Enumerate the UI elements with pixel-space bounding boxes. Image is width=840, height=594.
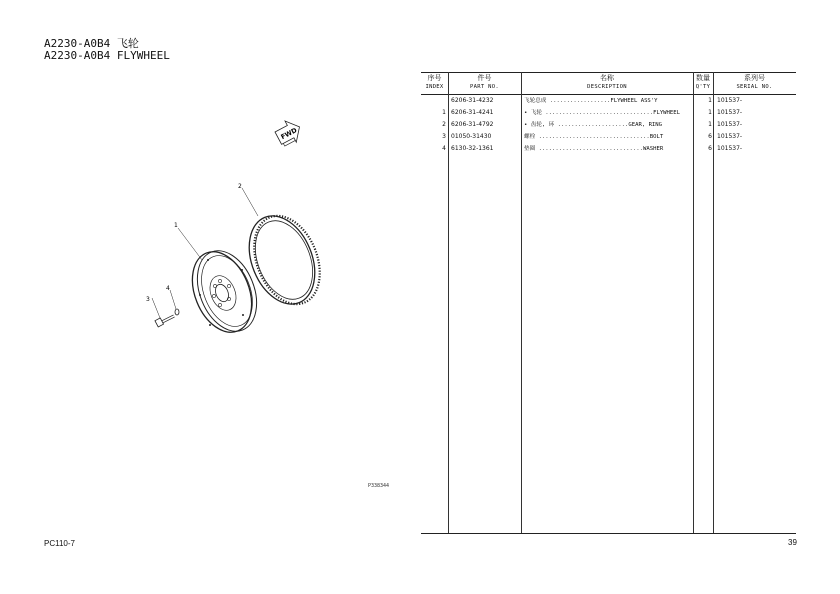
table-bottom-rule (421, 533, 796, 534)
fwd-label: FWD (279, 126, 299, 142)
flywheel-exploded-diagram (130, 110, 410, 370)
column-header-index: 序号 INDEX (425, 74, 444, 90)
callout-1: 1 (174, 222, 178, 229)
title-chinese: A2230-A0B4 飞轮 (44, 37, 139, 50)
parts-table (421, 72, 796, 533)
callout-3: 3 (146, 296, 150, 303)
table-top-rule (421, 72, 796, 73)
table-header-rule (421, 94, 796, 95)
column-header-serial-no: 系列号 SERIAL NO. (736, 74, 773, 90)
column-header-part-no: 件号 PART NO. (470, 74, 499, 90)
callout-2: 2 (238, 183, 242, 190)
model-number: PC110-7 (44, 539, 75, 548)
table-row: 2 6206-31-4792 • 齿轮, 环 .....................GEAR, RING 1 101537- (442, 121, 743, 128)
callout-4: 4 (166, 285, 170, 292)
bolt (155, 316, 174, 327)
washer (175, 309, 179, 315)
table-row: 6206-31-4232 飞轮总成 ..................FLYWHEEL ASS'Y 1 101537- (451, 97, 743, 104)
title-english: A2230-A0B4 FLYWHEEL (44, 49, 170, 62)
column-header-description: 名称 DESCRIPTION (587, 74, 627, 90)
table-row: 3 01050-31430 螺栓 .................................BOLT 6 101537- (442, 133, 743, 140)
column-header-qty: 数量 Q'TY (695, 74, 711, 90)
page-number: 39 (788, 538, 797, 547)
table-row: 1 6206-31-4241 • 飞轮 ................................FLYWHEEL 1 101537- (442, 109, 743, 116)
table-row: 4 6130-32-1361 垫圈 ...............................WASHER 6 101537- (442, 145, 743, 152)
figure-code: P338344 (368, 483, 390, 489)
forward-arrow-icon (273, 116, 305, 148)
